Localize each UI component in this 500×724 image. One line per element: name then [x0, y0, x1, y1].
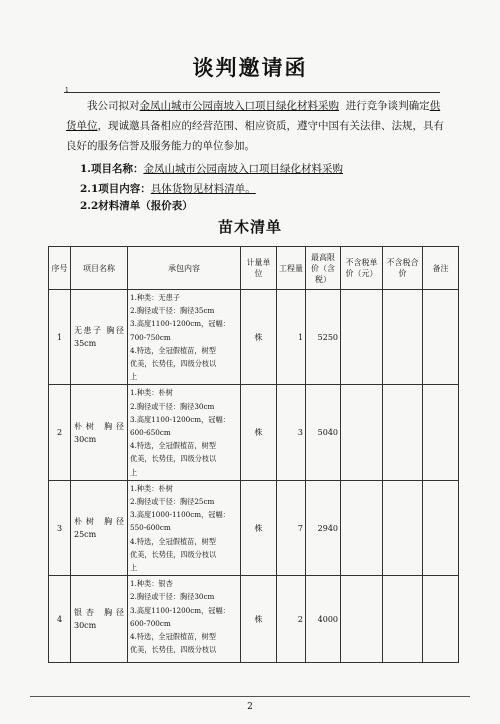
content-line: 700-750cm [130, 332, 171, 342]
content-line: 优美，长势佳，四级分枝以 [130, 454, 217, 464]
content-line: 3.高度1100-1200cm，冠幅： [130, 414, 230, 424]
cell-content [128, 480, 241, 575]
intro-project: 金凤山城市公园南坡入口项目绿化材料采购 [139, 100, 339, 112]
footer-rule [30, 696, 470, 697]
page-title: 谈判邀请函 [192, 55, 308, 80]
cell-qty: 7 [277, 480, 306, 575]
cell-name: 银杏 胸径30cm [71, 576, 128, 663]
intro-tail: ，现诚邀具备相应的经营范围、相应资质，遵守中国有关法律、法规，具有良好的服务信誉及服务能力的单位参加。 [66, 120, 444, 152]
cell-max-price: 4000 [306, 576, 341, 663]
cell-pre-tax-price[interactable] [341, 576, 383, 663]
intro-mid: 进行竞争谈判确定 [345, 100, 430, 112]
cell-seq: 2 [49, 385, 71, 480]
cell-pre-tax-total[interactable] [383, 290, 423, 385]
cell-seq: 4 [49, 576, 71, 663]
content-line: 优美，长势佳，四级分枝以 [130, 549, 217, 559]
cell-name: 朴树 胸径30cm [71, 385, 128, 480]
table-row [49, 385, 459, 480]
header-rule [64, 92, 440, 93]
content-line: 上 [130, 563, 138, 573]
cell-remark [423, 385, 459, 480]
header-unit: 计量单位 [241, 247, 277, 290]
table-title: 苗木清单 [217, 218, 282, 236]
cell-unit: 株 [241, 385, 277, 480]
cell-qty: 1 [277, 290, 306, 385]
content-line: 600-700cm [130, 618, 171, 628]
cell-pre-tax-total[interactable] [383, 480, 423, 575]
content-line: 550-600cm [130, 523, 171, 533]
cell-pre-tax-total[interactable] [383, 576, 423, 663]
content-line: 3.高度1000-1100cm，冠幅： [130, 510, 230, 520]
intro-lead: 我公司拟对 [87, 100, 140, 112]
intro-paragraph [66, 96, 450, 156]
header-qty: 工程量 [277, 247, 306, 290]
cell-content [128, 385, 241, 480]
content-line: 3.高度1100-1200cm，冠幅： [130, 605, 230, 615]
project-name-label: 1.项目名称： [80, 163, 144, 175]
project-content-value: 具体货物见材料清单。 [150, 183, 256, 195]
intro-role: 供货单位 [66, 100, 441, 132]
cell-unit: 株 [241, 290, 277, 385]
content-line: 1.种类：银杏 [130, 579, 173, 589]
cell-pre-tax-price[interactable] [341, 385, 383, 480]
cell-max-price: 2940 [306, 480, 341, 575]
material-list-heading: 2.2材料清单（报价表） [80, 200, 193, 212]
project-content-line [80, 181, 256, 196]
cell-qty: 2 [277, 576, 306, 663]
project-name-line [80, 161, 343, 176]
cell-name: 朴树 胸径25cm [71, 480, 128, 575]
header-seq: 序号 [49, 247, 71, 290]
margin-mark: 1 [65, 87, 69, 94]
content-line: 1.种类：无患子 [130, 293, 180, 302]
cell-qty: 3 [277, 385, 306, 480]
header-name: 项目名称 [71, 247, 128, 290]
cell-unit: 株 [241, 480, 277, 575]
content-line: 4.特选，全冠假植苗，树型 [130, 632, 216, 642]
content-line: 4.特选，全冠假植苗，树型 [130, 536, 216, 546]
cell-max-price: 5040 [306, 385, 341, 480]
content-line: 2.胸径或干径：胸径25cm [130, 497, 215, 507]
content-line: 1.种类：朴树 [130, 388, 173, 398]
header-pre-tax-price: 不含税单价（元） [341, 247, 383, 290]
table-header-row [49, 247, 459, 290]
project-content-label: 2.1项目内容： [80, 183, 151, 195]
content-line: 1.种类：朴树 [130, 483, 173, 493]
content-line: 优美，长势佳，四级分枝以 [130, 645, 217, 655]
header-content: 承包内容 [128, 247, 241, 290]
content-line: 上 [130, 467, 138, 477]
content-line: 上 [130, 372, 138, 382]
cell-pre-tax-total[interactable] [383, 385, 423, 480]
table-row [49, 290, 459, 385]
content-line: 3.高度1100-1200cm，冠幅： [130, 319, 230, 329]
cell-remark [423, 480, 459, 575]
cell-seq: 1 [49, 290, 71, 385]
content-line: 4.特选，全冠假植苗，树型 [130, 345, 216, 355]
cell-unit: 株 [241, 576, 277, 663]
project-name-value: 金凤山城市公园南坡入口项目绿化材料采购 [143, 163, 343, 175]
content-line: 2.胸径或干径：胸径30cm [130, 401, 215, 411]
content-line: 2.胸径或干径：胸径30cm [130, 592, 215, 602]
cell-content [128, 290, 241, 385]
content-line: 4.特选，全冠假植苗，树型 [130, 441, 216, 451]
content-line: 2.胸径或干径：胸径35cm [130, 306, 215, 316]
header-remark: 备注 [423, 247, 459, 290]
cell-remark [423, 576, 459, 663]
header-max-price: 最高限价（含税） [306, 247, 341, 290]
content-line: 优美，长势佳，四级分枝以 [130, 359, 217, 369]
header-pre-tax-total: 不含税合价 [383, 247, 423, 290]
table-row [49, 480, 459, 575]
table-row [49, 576, 459, 663]
cell-name: 无患子 胸径35cm [71, 290, 128, 385]
cell-max-price: 5250 [306, 290, 341, 385]
cell-pre-tax-price[interactable] [341, 290, 383, 385]
cell-remark [423, 290, 459, 385]
seedling-table [48, 246, 459, 663]
content-line: 600-650cm [130, 428, 171, 438]
page-number: 2 [247, 702, 253, 712]
cell-content [128, 576, 241, 663]
cell-seq: 3 [49, 480, 71, 575]
cell-pre-tax-price[interactable] [341, 480, 383, 575]
